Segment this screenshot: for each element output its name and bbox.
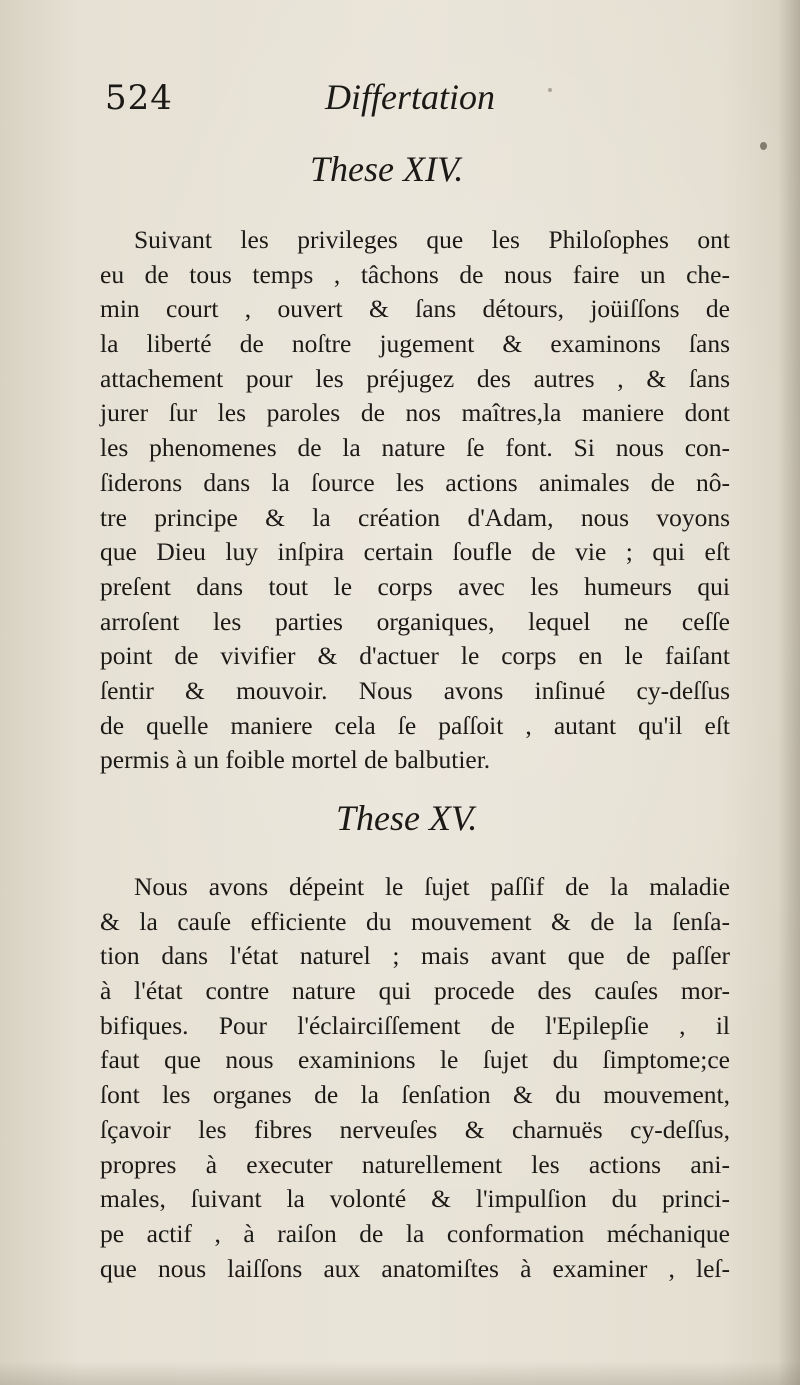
section-title: These XV. — [336, 798, 478, 838]
text-line: pe actif , à raiſon de la conformation méchanique — [100, 1218, 730, 1248]
text-line: à l'état contre nature qui procede des cauſes mor- — [100, 976, 730, 1006]
page-bottom-shadow — [0, 1361, 800, 1385]
text-line: min court , ouvert & ſans détours, joüiſſons de — [100, 294, 730, 324]
page-header — [100, 70, 720, 130]
section-paragraph — [100, 870, 730, 1286]
text-line: bifiques. Pour l'éclairciſſement de l'Epilepſie , il — [100, 1010, 730, 1040]
text-line: ſont les organes de la ſenſation & du mouvement, — [100, 1080, 730, 1110]
section-title: These XIV. — [310, 149, 464, 189]
text-line: que nous laiſſons aux anatomiſtes à examiner , leſ- — [100, 1253, 730, 1283]
text-line: attachement pour les préjugez des autres , & ſans — [100, 363, 730, 393]
text-line: que Dieu luy inſpira certain ſoufle de vie ; qui eſt — [100, 537, 730, 567]
ink-spot — [760, 142, 767, 150]
text-line: point de vivifier & d'actuer le corps en le faiſant — [100, 641, 730, 671]
text-line: tion dans l'état naturel ; mais avant que de paſſer — [100, 941, 730, 971]
page-number: 524 — [105, 78, 173, 118]
text-line: preſent dans tout le corps avec les humeurs qui — [100, 571, 730, 601]
text-line: de quelle maniere cela ſe paſſoit , autant qu'il eſt — [100, 710, 730, 740]
text-line: ſçavoir les fibres nerveuſes & charnuës cy-deſſus, — [100, 1114, 730, 1144]
text-line: la liberté de noſtre jugement & examinons ſans — [100, 329, 730, 359]
running-head: Differtation — [325, 77, 495, 117]
text-line: faut que nous examinions le ſujet du ſimptome;ce — [100, 1045, 730, 1075]
text-line: eu de tous temps , tâchons de nous faire un che- — [100, 259, 730, 289]
text-line: Nous avons dépeint le ſujet paſſif de la maladie — [134, 872, 730, 901]
text-line: ſiderons dans la ſource les actions animales de nô- — [100, 467, 730, 497]
text-line: propres à executer naturellement les actions ani- — [100, 1149, 730, 1179]
text-line: permis à un foible mortel de balbutier. — [100, 745, 491, 775]
section-paragraph — [100, 223, 730, 778]
text-line: arroſent les parties organiques, lequel ne ceſſe — [100, 606, 730, 636]
text-line: les phenomenes de la nature ſe font. Si nous con- — [100, 433, 730, 463]
text-line: jurer ſur les paroles de nos maîtres,la maniere dont — [100, 398, 730, 428]
text-line: & la cauſe efficiente du mouvement & de la ſenſa- — [100, 906, 730, 936]
text-line: males, ſuivant la volonté & l'impulſion du princi- — [100, 1184, 730, 1214]
page-edge-shadow — [778, 0, 800, 1385]
text-line: tre principe & la création d'Adam, nous voyons — [100, 502, 730, 532]
text-line: ſentir & mouvoir. Nous avons inſinué cy-deſſus — [100, 675, 730, 705]
text-line: Suivant les privileges que les Philoſophes ont — [134, 225, 730, 254]
